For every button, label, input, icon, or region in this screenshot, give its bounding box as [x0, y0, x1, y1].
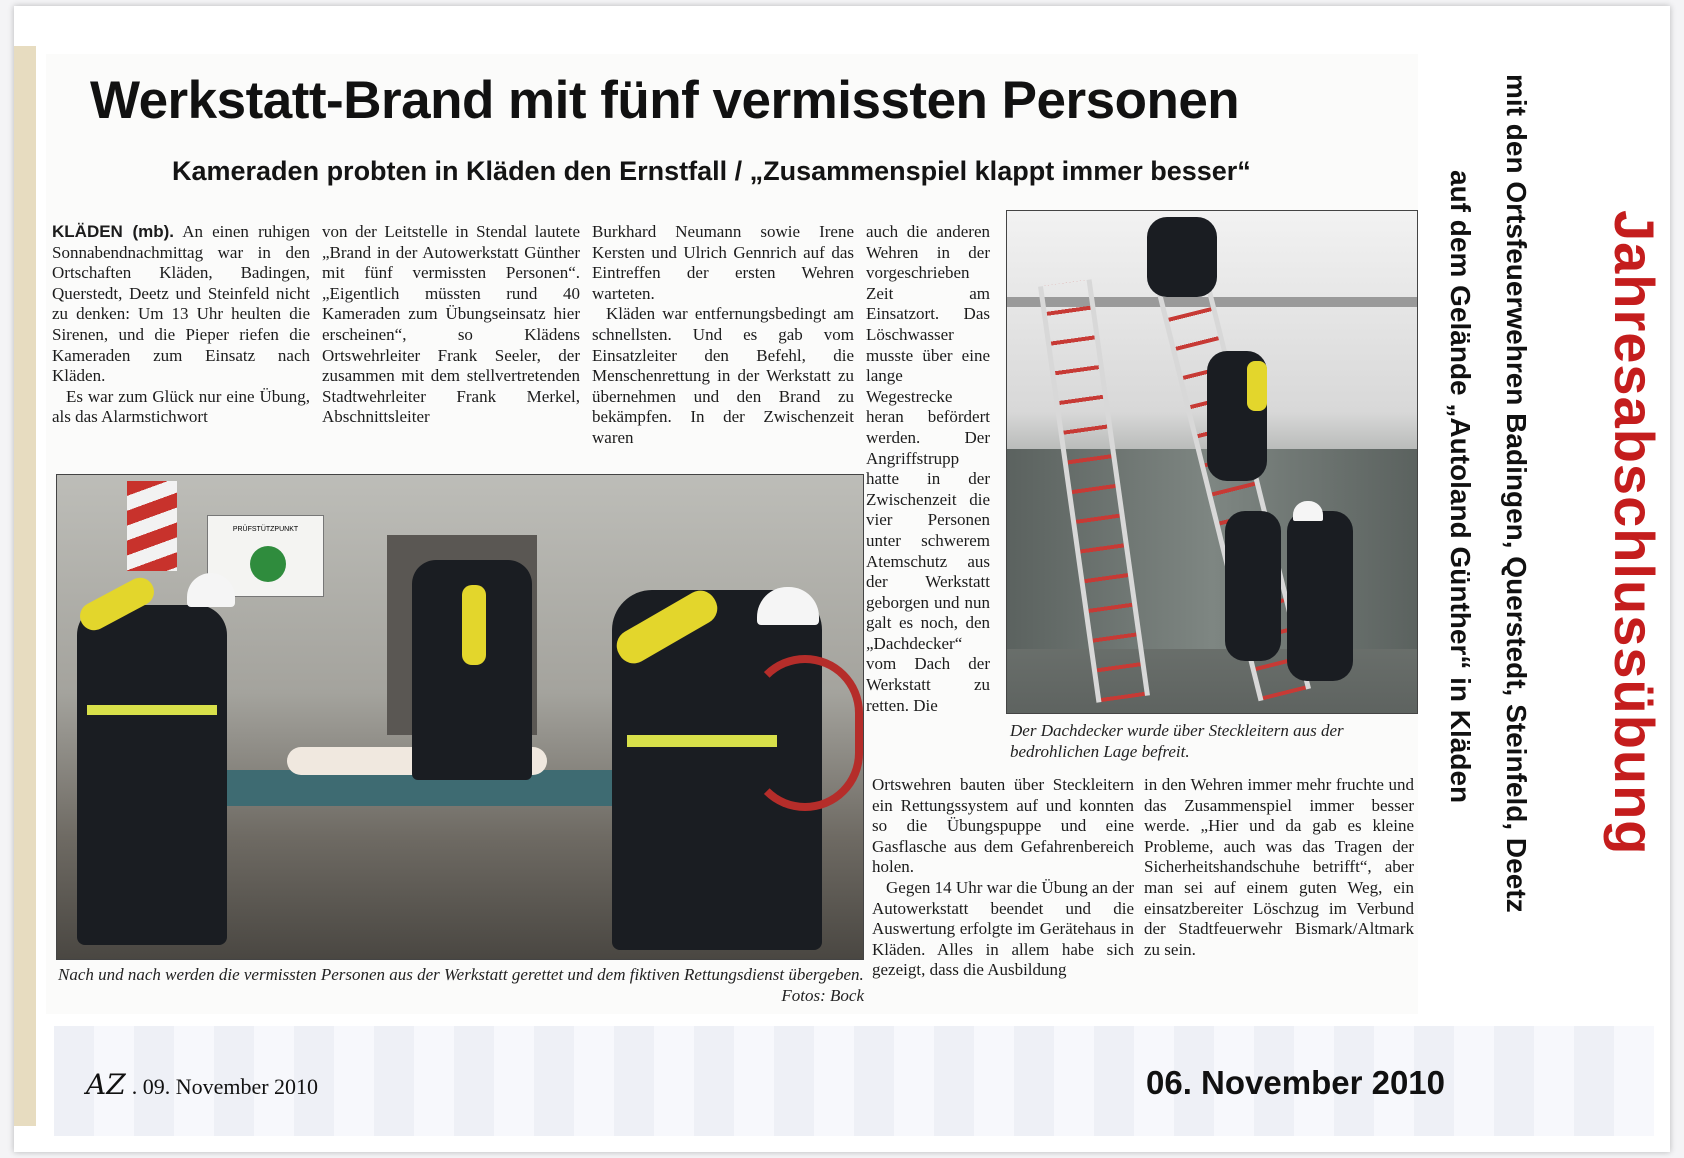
newspaper-date: . 09. November 2010 — [131, 1074, 319, 1099]
article-column-3 — [592, 222, 854, 449]
event-date: 06. November 2010 — [1146, 1064, 1446, 1101]
striped-post — [127, 481, 177, 571]
article-column-4 — [866, 222, 990, 716]
article-column-5 — [872, 775, 1134, 981]
article-column-2 — [322, 222, 580, 428]
firefighter-base-1 — [1225, 511, 1281, 661]
column-2-paragraph: von der Leitstelle in Stendal lautete „Brand in der Autowerkstatt Günther mit fünf vermissten Personen“. „Eigentlich müssten rund 40 Kameraden zum Übungseinsatz hier erscheinen“, so Klädens Ortswehrleiter Frank Seeler, der zusammen mit dem stellvertretenden Stadtwehrleiter Frank Merkel, Abschnittsleiter — [322, 222, 580, 427]
column-3-paragraph-2: Kläden war entfernungsbedingt am schnellsten. Und es gab vom Einsatzleiter den Befehl, die Menschenrettung in der Werkstatt zu übernehmen und den Brand zu bekämpfen. In der Zwischenzeit waren — [592, 304, 854, 447]
article-subheadline: Kameraden probten in Kläden den Ernstfall / „Zusammenspiel klappt immer besser“ — [172, 156, 1251, 186]
column-5-paragraph-2: Gegen 14 Uhr war die Übung an der Autowerkstatt beendet und die Auswertung erfolgte im Gerätehaus in Kläden. Alles in allem habe sich gezeigt, dass die Ausbildung — [872, 877, 1134, 980]
article-headline: Werkstatt-Brand mit fünf vermissten Personen — [90, 71, 1240, 130]
ladder-photo — [1006, 210, 1418, 714]
sign-label: PRÜFSTÜTZPUNKT — [232, 526, 299, 533]
column-6-paragraph: in den Wehren immer mehr fruchte und das Zusammenspiel immer besser werde. „Hier und da gab es kleine Probleme, auch was das Tragen der Sicherheitshandschuhe betrifft“, aber man sei auf einem guten Weg, ein einsatzbereiter Löschzug im Verbund der Stadtfeuerwehr Bismark/Altmark zu sein. — [1144, 775, 1414, 959]
firefighter-left — [77, 605, 227, 945]
side-subtitle-line-1: mit den Ortsfeuerwehren Badingen, Querstedt, Steinfeld, Deetz — [1501, 74, 1532, 913]
fire-hose — [747, 655, 863, 811]
firefighter-on-roof — [1147, 217, 1217, 297]
article-column-1 — [52, 222, 310, 428]
article-column-6 — [1144, 775, 1414, 960]
photo-credit: Fotos: Bock — [781, 986, 864, 1005]
helmet-base — [1293, 501, 1323, 521]
newspaper-source — [86, 1068, 318, 1101]
sign-green-circle — [250, 546, 286, 582]
column-1-paragraph-2: Es war zum Glück nur eine Übung, als das Alarmstichwort — [52, 386, 310, 427]
ladder-photo-caption: Der Dachdecker wurde über Steckleitern aus der bedrohlichen Lage befreit. — [1010, 721, 1344, 761]
side-subtitle-line-2: auf dem Gelände „Autoland Günther“ in Kläden — [1445, 170, 1476, 804]
column-1-paragraph-1: An einen ruhigen Sonnabendnachmittag war in den Ortschaften Kläden, Badingen, Querstedt, Deetz und Steinfeld nicht zu denken: Um 13 Uhr heulten die Sirenen, und die Pieper riefen die Kameraden zum Einsatz nach Kläden. — [52, 222, 310, 386]
tape-strip — [14, 46, 36, 1126]
column-3-paragraph-1: Burkhard Neumann sowie Irene Kersten und Ulrich Gennrich auf das Eintreffen der ersten Wehren warteten. — [592, 222, 854, 303]
air-tank-center — [462, 585, 486, 665]
dateline: KLÄDEN (mb). — [52, 222, 174, 241]
side-title: Jahresabschlussübung — [1603, 210, 1666, 856]
column-4-paragraph: auch die anderen Wehren in der vorgeschrieben Zeit am Einsatzort. Das Löschwasser musste über eine lange Wegestrecke heran befördert werden. Der Angriffstrupp hatte in der Zwischenzeit die vier Personen unter schwerem Atemschutz aus der Werkstatt geborgen und nun galt es noch, den „Dachdecker“ vom Dach der Werkstatt zu retten. Die — [866, 222, 990, 715]
rescue-photo — [56, 474, 864, 960]
az-logo: AZ — [86, 1068, 126, 1101]
air-tank-ladder — [1247, 361, 1267, 411]
reflective-stripe — [87, 705, 217, 715]
firefighter-base-2 — [1287, 511, 1353, 681]
column-5-paragraph-1: Ortswehren bauten über Steckleitern ein Rettungssystem auf und konnten so die Übungspuppe und eine Gasflasche aus dem Gefahrenbereich holen. — [872, 775, 1134, 877]
rescue-photo-caption — [58, 964, 864, 1006]
rescue-photo-caption-text: Nach und nach werden die vermissten Personen aus der Werkstatt gerettet und dem fiktiven Rettungsdienst übergeben. — [58, 965, 864, 984]
